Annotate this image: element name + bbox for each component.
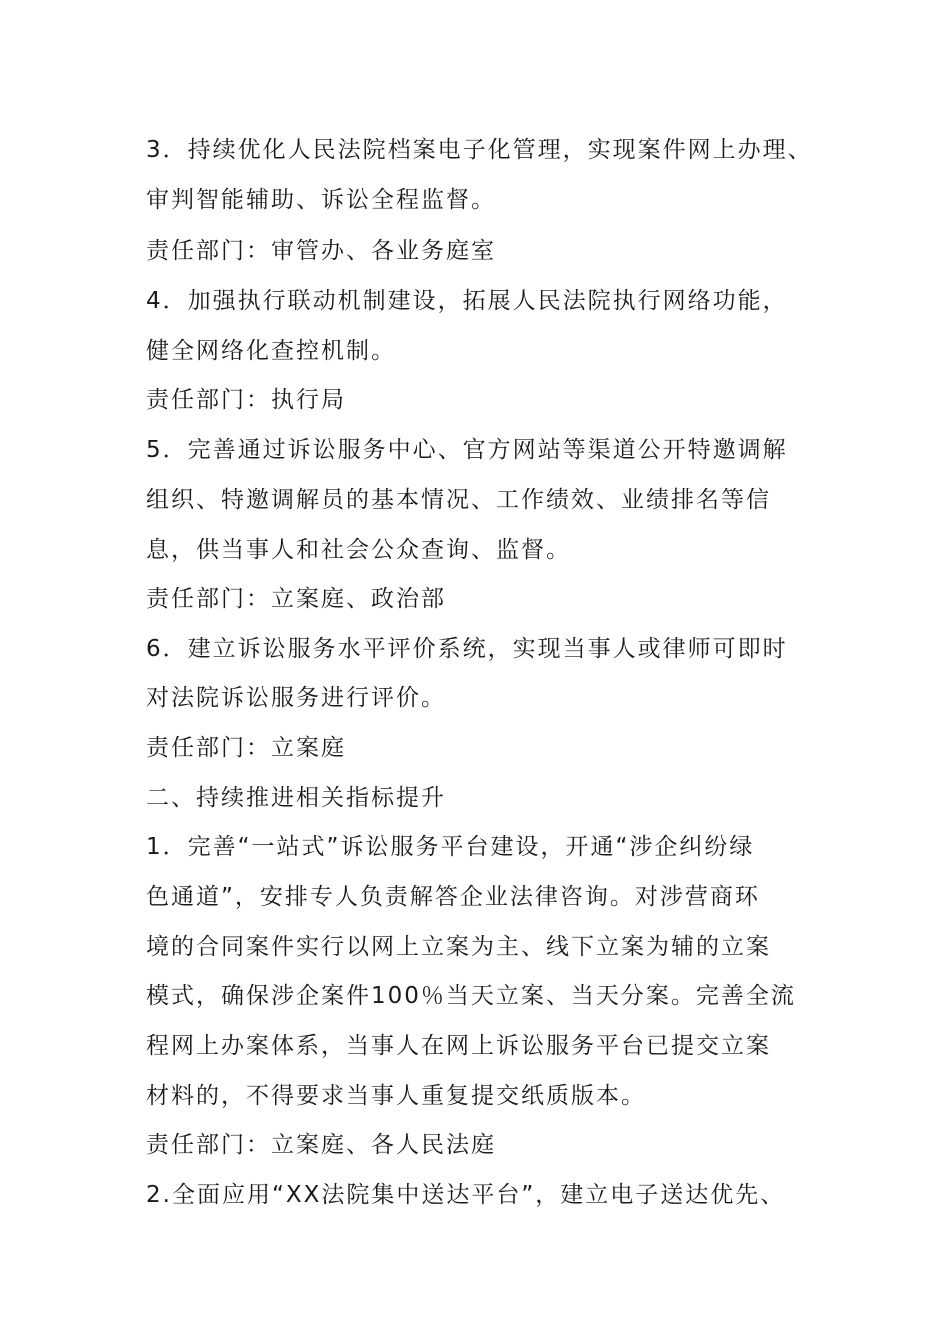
- responsibility-line: 责任部门：立案庭、各人民法庭: [146, 1132, 496, 1158]
- responsibility-line: 责任部门：立案庭: [146, 735, 346, 761]
- responsibility-line: 责任部门：审管办、各业务庭室: [146, 238, 496, 264]
- paragraph-line: 审判智能辅助、诉讼全程监督。: [146, 187, 496, 213]
- paragraph-line: 模式，确保涉企案件100％当天立案、当天分案。完善全流: [146, 983, 796, 1009]
- paragraph-line: 组织、特邀调解员的基本情况、工作绩效、业绩排名等信: [146, 487, 771, 513]
- paragraph-line: 对法院诉讼服务进行评价。: [146, 685, 446, 711]
- responsibility-line: 责任部门：立案庭、政治部: [146, 586, 446, 612]
- paragraph-line: 6．建立诉讼服务水平评价系统，实现当事人或律师可即时: [146, 636, 788, 662]
- paragraph-line: 3．持续优化人民法院档案电子化管理，实现案件网上办理、: [146, 137, 813, 163]
- paragraph-line: 境的合同案件实行以网上立案为主、线下立案为辅的立案: [146, 934, 771, 960]
- section-heading: 二、持续推进相关指标提升: [146, 785, 446, 811]
- paragraph-line: 1．完善“一站式”诉讼服务平台建设，开通“涉企纠纷绿: [146, 834, 755, 860]
- paragraph-line: 色通道”，安排专人负责解答企业法律咨询。对涉营商环: [146, 884, 760, 910]
- paragraph-line: 息，供当事人和社会公众查询、监督。: [146, 537, 571, 563]
- paragraph-line: 材料的，不得要求当事人重复提交纸质版本。: [146, 1083, 646, 1109]
- paragraph-line: 健全网络化查控机制。: [146, 338, 396, 364]
- paragraph-line: 4．加强执行联动机制建设，拓展人民法院执行网络功能，: [146, 288, 788, 314]
- paragraph-line: 程网上办案体系，当事人在网上诉讼服务平台已提交立案: [146, 1033, 771, 1059]
- paragraph-line: 5．完善通过诉讼服务中心、官方网站等渠道公开特邀调解: [146, 437, 788, 463]
- responsibility-line: 责任部门：执行局: [146, 387, 346, 413]
- paragraph-line: 2.全面应用“XX法院集中送达平台”，建立电子送达优先、: [146, 1182, 786, 1208]
